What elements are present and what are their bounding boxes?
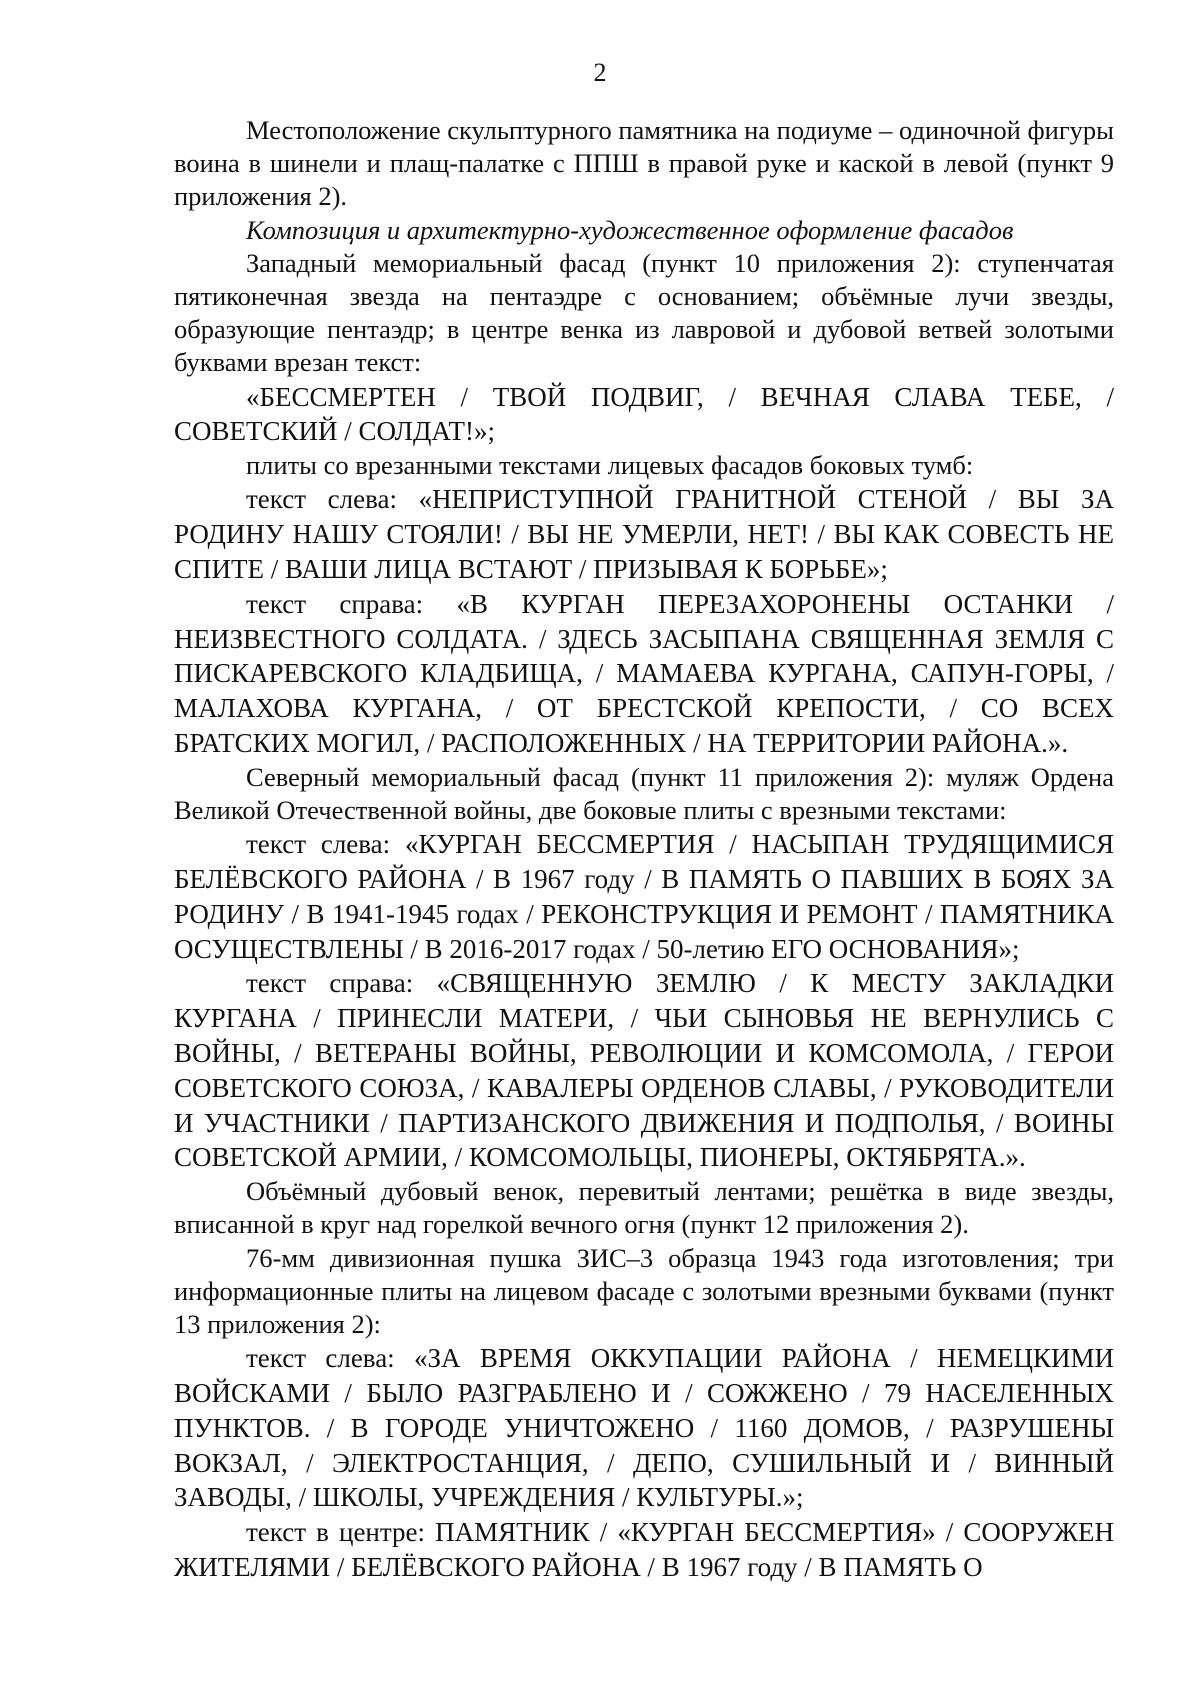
paragraph-left-plate-text: текст слева: «НЕПРИСТУПНОЙ ГРАНИТНОЙ СТЕНОЙ / ВЫ ЗА РОДИНУ НАШУ СТОЯЛИ! / ВЫ НЕ УМЕРЛИ, НЕТ! / ВЫ КАК СОВЕСТЬ НЕ СПИТЕ / ВАШИ ЛИЦА ВСТАЮТ / ПРИЗЫВАЯ К БОРЬБЕ»; bbox=[174, 484, 1114, 585]
paragraph-cannon-center-text: текст в центре: ПАМЯТНИК / «КУРГАН БЕССМЕРТИЯ» / СООРУЖЕН ЖИТЕЛЯМИ / БЕЛЁВСКОГО РАЙОНА / В 1967 году / В ПАМЯТЬ О bbox=[174, 1517, 1114, 1582]
section-heading-facades: Композиция и архитектурно-художественное оформление фасадов bbox=[246, 214, 1014, 245]
paragraph-side-plates: плиты со врезанными текстами лицевых фасадов боковых тумб: bbox=[246, 450, 974, 481]
paragraph-west-inscription: «БЕССМЕРТЕН / ТВОЙ ПОДВИГ, / ВЕЧНАЯ СЛАВА ТЕБЕ, / СОВЕТСКИЙ / СОЛДАТ!»; bbox=[174, 381, 1114, 447]
paragraph-cannon-left-text: текст слева: «ЗА ВРЕМЯ ОККУПАЦИИ РАЙОНА / НЕМЕЦКИМИ ВОЙСКАМИ / БЫЛО РАЗГРАБЛЕНО И / СОЖЖЕНО / 79 НАСЕЛЕННЫХ ПУНКТОВ. / В ГОРОДЕ УНИЧТОЖЕНО / 1160 ДОМОВ, / РАЗРУШЕНЫ ВОКЗАЛ, / ЭЛЕКТРОСТАНЦИЯ, / ДЕПО, СУШИЛЬНЫЙ И / ВИННЫЙ ЗАВОДЫ, / ШКОЛЫ, УЧРЕЖДЕНИЯ / КУЛЬТУРЫ.»; bbox=[174, 1343, 1114, 1513]
paragraph-right-plate-text: текст справа: «В КУРГАН ПЕРЕЗАХОРОНЕНЫ ОСТАНКИ / НЕИЗВЕСТНОГО СОЛДАТА. / ЗДЕСЬ ЗАСЫПАНА СВЯЩЕННАЯ ЗЕМЛЯ С ПИСКАРЕВСКОГО КЛАДБИЩА, / МАМАЕВА КУРГАНА, САПУН-ГОРЫ, / МАЛАХОВА КУРГАНА, / ОТ БРЕСТСКОЙ КРЕПОСТИ, / СО ВСЕХ БРАТСКИХ МОГИЛ, / РАСПОЛОЖЕННЫХ / НА ТЕРРИТОРИИ РАЙОНА.». bbox=[174, 588, 1114, 758]
paragraph-monument-location: Местоположение скульптурного памятника на подиуме – одиночной фигуры воина в шинели и плащ-палатке с ППШ в правой руке и каской в левой (пункт 9 приложения 2). bbox=[174, 115, 1114, 212]
paragraph-north-facade: Северный мемориальный фасад (пункт 11 приложения 2): муляж Ордена Великой Отечественной войны, две боковые плиты с врезными текстами: bbox=[174, 761, 1114, 825]
page-number: 2 bbox=[593, 58, 607, 87]
paragraph-cannon: 76-мм дивизионная пушка ЗИС–3 образца 1943 года изготовления; три информационные плиты на лицевом фасаде с золотыми врезными буквами (пункт 13 приложения 2): bbox=[174, 1242, 1114, 1339]
paragraph-north-left-text: текст слева: «КУРГАН БЕССМЕРТИЯ / НАСЫПАН ТРУДЯЩИМИСЯ БЕЛЁВСКОГО РАЙОНА / В 1967 году / В ПАМЯТЬ О ПАВШИХ В БОЯХ ЗА РОДИНУ / В 1941-1945 годах / РЕКОНСТРУКЦИЯ И РЕМОНТ / ПАМЯТНИКА ОСУЩЕСТВЛЕНЫ / В 2016-2017 годах / 50-летию ЕГО ОСНОВАНИЯ»; bbox=[174, 829, 1114, 964]
document-body bbox=[174, 114, 1114, 1585]
paragraph-wreath: Объёмный дубовый венок, перевитый лентами; решётка в виде звезды, вписанной в круг над горелкой вечного огня (пункт 12 приложения 2). bbox=[174, 1176, 1114, 1240]
paragraph-north-right-text: текст справа: «СВЯЩЕННУЮ ЗЕМЛЮ / К МЕСТУ ЗАКЛАДКИ КУРГАНА / ПРИНЕСЛИ МАТЕРИ, / ЧЬИ СЫНОВЬЯ НЕ ВЕРНУЛИСЬ С ВОЙНЫ, / ВЕТЕРАНЫ ВОЙНЫ, РЕВОЛЮЦИИ И КОМСОМОЛА, / ГЕРОИ СОВЕТСКОГО СОЮЗА, / КАВАЛЕРЫ ОРДЕНОВ СЛАВЫ, / РУКОВОДИТЕЛИ И УЧАСТНИКИ / ПАРТИЗАНСКОГО ДВИЖЕНИЯ И ПОДПОЛЬЯ, / ВОИНЫ СОВЕТСКОЙ АРМИИ, / КОМСОМОЛЬЦЫ, ПИОНЕРЫ, ОКТЯБРЯТА.». bbox=[174, 968, 1114, 1173]
paragraph-west-facade: Западный мемориальный фасад (пункт 10 приложения 2): ступенчатая пятиконечная звезда на пентаэдре с основанием; объёмные лучи звезды, образующие пентаэдр; в центре венка из лавровой и дубовой ветвей золотыми буквами врезан текст: bbox=[174, 247, 1114, 378]
